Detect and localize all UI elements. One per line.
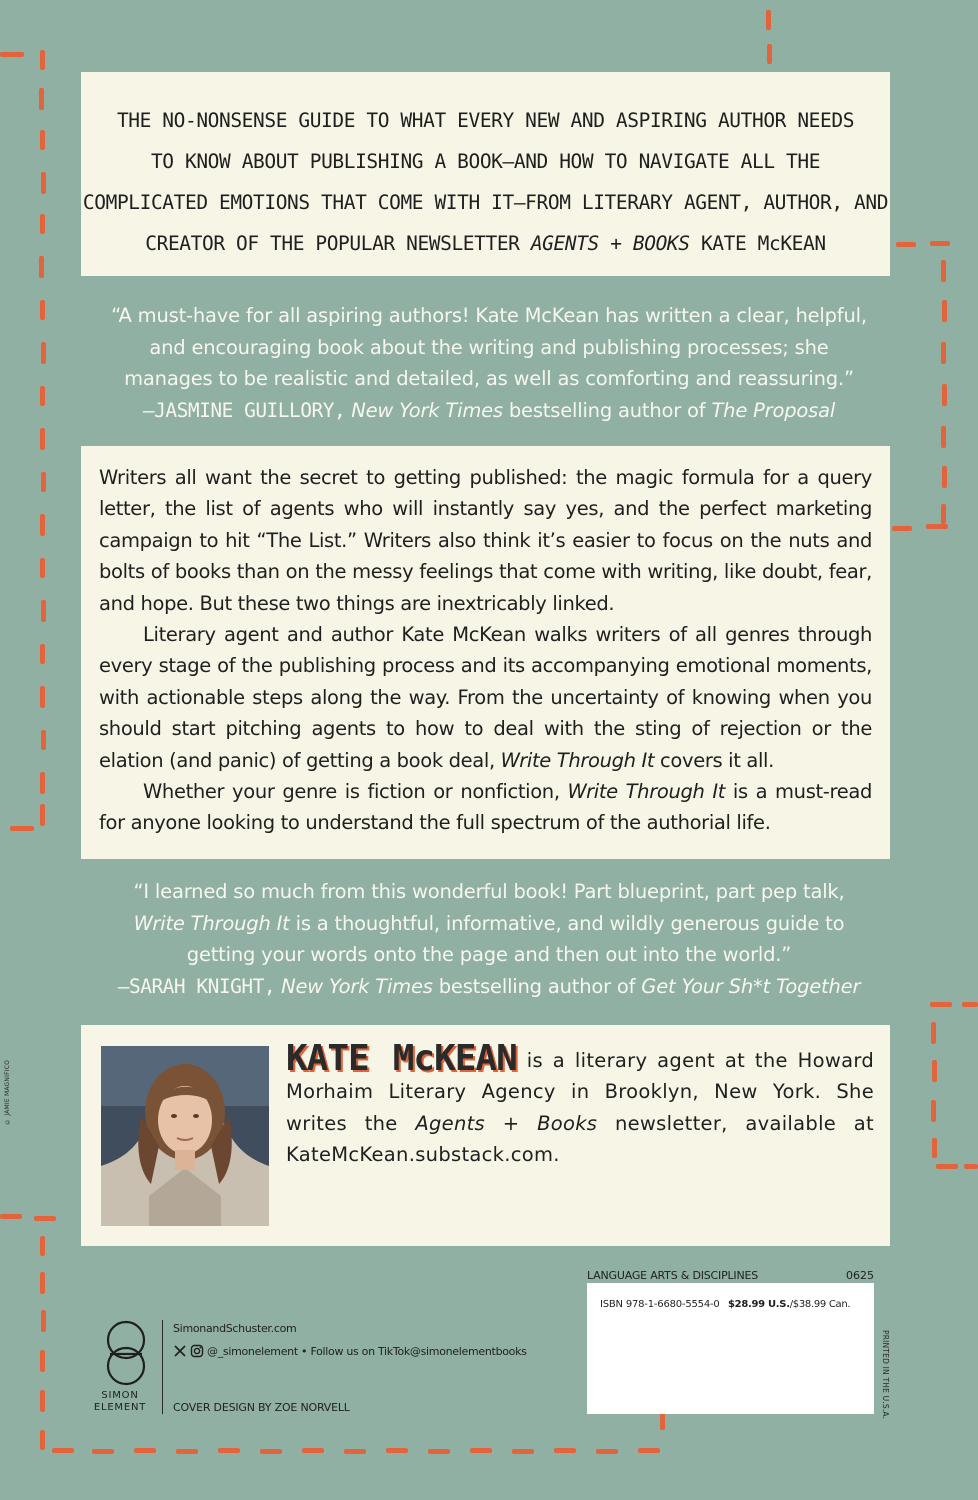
tagline-panel [81,72,890,276]
tagline-text: KATE McKEAN [689,232,826,255]
author-photo [101,1046,269,1226]
price-us: $28.99 U.S. [728,1299,790,1310]
attribution-text: bestselling author of [502,398,712,422]
description-text: Literary agent and author Kate McKean walks writers of all genres through every stage of the publishing process and its accompanying emotional moments, with actionable steps along the way. From the uncertainty of knowing when you should start pitching agents to how to deal with the sting of rejection or the elation (and panic) of getting a book deal, [99,623,872,772]
printed-in-usa: PRINTED IN THE U.S.A. [881,1330,890,1420]
endorser-name: —JASMINE GUILLORY, [142,398,346,422]
description-paragraph [99,619,872,776]
description-text: covers it all. [654,748,774,772]
social-handles: @_simonelement • Follow us on TikTok@simonelementbooks [207,1344,527,1358]
bisac-code: 0625 [846,1269,874,1282]
publisher-name [82,1390,158,1414]
tagline-line [81,223,890,264]
quote-line: and encouraging book about the writing and publishing processes; she [149,335,829,359]
tagline-line: THE NO-NONSENSE GUIDE TO WHAT EVERY NEW AND ASPIRING AUTHOR NEEDS [116,109,855,132]
bisac-category: LANGUAGE ARTS & DISCIPLINES [587,1269,759,1282]
tagline-line: COMPLICATED EMOTIONS THAT COME WITH IT—FROM LITERARY AGENT, AUTHOR, AND [82,191,889,214]
photo-credit: © JAMIE MAGNIFICO [4,1060,11,1125]
publication-name: New York Times [281,974,433,998]
book-title: Write Through It [133,911,290,935]
price-can: /$38.99 Can. [789,1299,851,1310]
description-paragraph: Writers all want the secret to getting published: the magic formula for a query letter, the list of agents who will instantly say yes, and the perfect marketing campaign to hit “The List.” Writers also think it’s easier to focus on the nuts and bolts of books than on the messy feelings that come with writing, like doubt, fear, and hope. But these two things are inextricably linked. [99,466,872,615]
description-text: Whether your genre is fiction or nonfiction, [143,780,568,804]
isbn: ISBN 978-1-6680-5554-0 [600,1299,720,1310]
endorsement-quote [60,876,918,1002]
barcode-box [587,1283,874,1414]
cover-design-credit: COVER DESIGN BY ZOE NORVELL [173,1401,350,1414]
newsletter-title: AGENTS + BOOKS [530,232,690,255]
simon-element-logo-icon [96,1318,156,1388]
social-row [173,1344,527,1358]
instagram-icon [190,1344,204,1358]
book-title: Write Through It [500,748,655,772]
price [728,1299,850,1310]
quote-line: getting your words onto the page and then out into the world.” [186,943,792,966]
endorser-name: —SARAH KNIGHT, [117,974,276,998]
description-text: is a must-read for anyone looking to understand the full spectrum of the authorial life. [99,780,872,835]
tagline-line: TO KNOW ABOUT PUBLISHING A BOOK—AND HOW TO NAVIGATE ALL THE [150,150,821,173]
publisher-name-line: SIMON [101,1390,139,1401]
author-portrait-image [101,1046,269,1226]
publication-name: New York Times [351,398,503,422]
author-name: KATE McKEAN [286,1038,517,1079]
x-icon [173,1344,187,1358]
quote-attribution [60,395,918,427]
book-title: The Proposal [711,398,836,422]
quote-line: “A must-have for all aspiring authors! Kate McKean has written a clear, helpful, [111,304,867,327]
tagline-text: CREATOR OF THE POPULAR NEWSLETTER [145,232,531,255]
bio-text: newsletter, available at KateMcKean.substack.com. [286,1111,874,1167]
divider [162,1320,163,1414]
publisher-name-line: ELEMENT [93,1402,147,1413]
attribution-text: bestselling author of [432,974,642,998]
description-paragraph [99,776,872,839]
quote-line: “I learned so much from this wonderful book! Part blueprint, part pep talk, [133,880,845,903]
author-bio [286,1038,874,1171]
endorsement-quote [60,300,918,426]
book-description-panel [81,446,890,859]
bio-text: is a literary agent at the Howard Morhaim Literary Agency in Brooklyn, New York. She writes the [286,1049,874,1135]
quote-line: manages to be realistic and detailed, as well as comforting and reassuring.” [124,367,854,390]
book-title: Get Your Sh*t Together [641,974,861,998]
quote-attribution [60,971,918,1003]
author-bio-panel [81,1025,890,1246]
quote-text: is a thoughtful, informative, and wildly generous guide to [289,911,845,935]
newsletter-title: Agents + Books [415,1111,598,1135]
quote-line [60,908,918,940]
publisher-website: SimonandSchuster.com [173,1322,297,1335]
book-title: Write Through It [567,780,726,804]
